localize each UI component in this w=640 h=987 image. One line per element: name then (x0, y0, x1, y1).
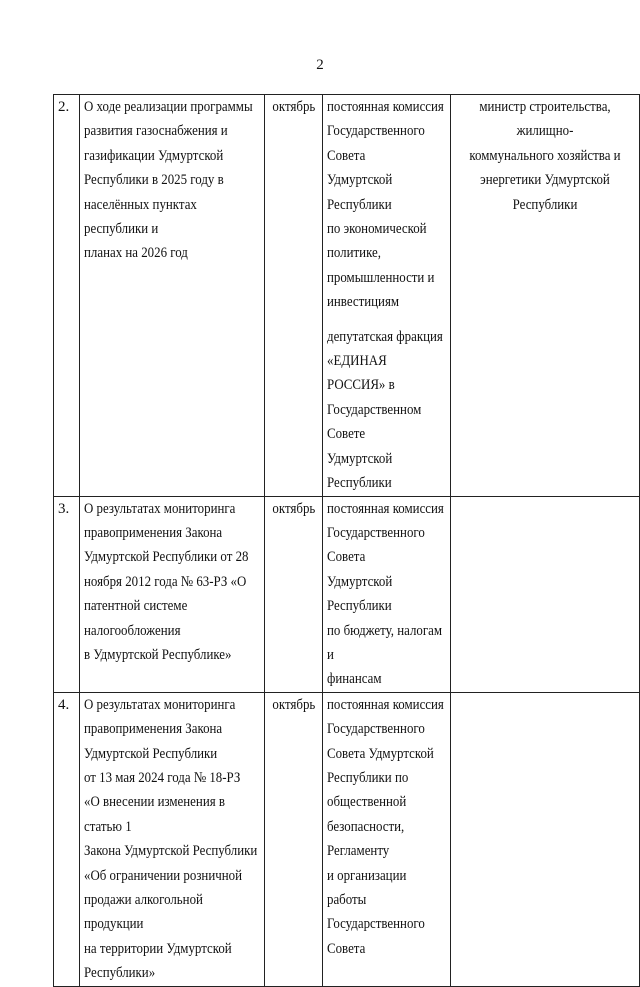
responsible-cell (323, 95, 451, 497)
row-number-cell (54, 692, 80, 986)
month-cell (265, 95, 323, 497)
row-number-cell (54, 95, 80, 497)
responsible-text: постоянная комиссия Государственного Совета Удмуртской Республики по бюджету, налогам и финансам (327, 500, 444, 688)
responsible-text: постоянная комиссия Государственного Совета Удмуртской Республики по общественной безопасности, Регламенту и организации работы Государственного Совета (327, 696, 444, 957)
topic-cell (80, 95, 265, 497)
plan-table (53, 94, 640, 987)
topic-cell (80, 496, 265, 692)
responsible-cell (323, 496, 451, 692)
row-number: 3. (58, 500, 70, 517)
table-row (54, 692, 640, 986)
spacer (327, 315, 446, 325)
row-number: 2. (58, 99, 70, 115)
table-row (54, 95, 640, 497)
month-text: октябрь (272, 99, 316, 115)
responsible-cell (323, 692, 451, 986)
topic-text: О ходе реализации программы развития газоснабжения и газификации Удмуртской Республики в 2025 году в населённых пунктах республики и планах на 2026 год (84, 99, 253, 262)
page-number: 2 (316, 57, 324, 73)
month-text: октябрь (272, 500, 316, 517)
row-number: 4. (58, 696, 70, 713)
month-text: октябрь (272, 696, 316, 713)
month-cell (265, 692, 323, 986)
topic-cell (80, 692, 265, 986)
responsible-extra-text: депутатская фракция «ЕДИНАЯ РОССИЯ» в Государственном Совете Удмуртской Республики (327, 328, 443, 492)
reporter-text: министр строительства, жилищно- коммунального хозяйства и энергетики Удмуртской Республики (469, 99, 621, 213)
reporter-cell (451, 692, 640, 986)
month-cell (265, 496, 323, 692)
topic-text: О результатах мониторинга правоприменения Закона Удмуртской Республики от 28 ноября 2012 года № 63-РЗ «О патентной системе налогообложения в Удмуртской Республике» (84, 500, 249, 663)
responsible-text: постоянная комиссия Государственного Совета Удмуртской Республики по экономической политике, промышленности и инвестициям (327, 99, 444, 311)
topic-text: О результатах мониторинга правоприменения Закона Удмуртской Республики от 13 мая 2024 года № 18-РЗ «О внесении изменения в статью 1 Закона Удмуртской Республики «Об ограничении розничной продажи алкогольной продукции на территории Удмуртской Республики» (84, 696, 258, 982)
row-number-cell (54, 496, 80, 692)
reporter-cell (451, 496, 640, 692)
table-row (54, 496, 640, 692)
reporter-cell (451, 95, 640, 497)
